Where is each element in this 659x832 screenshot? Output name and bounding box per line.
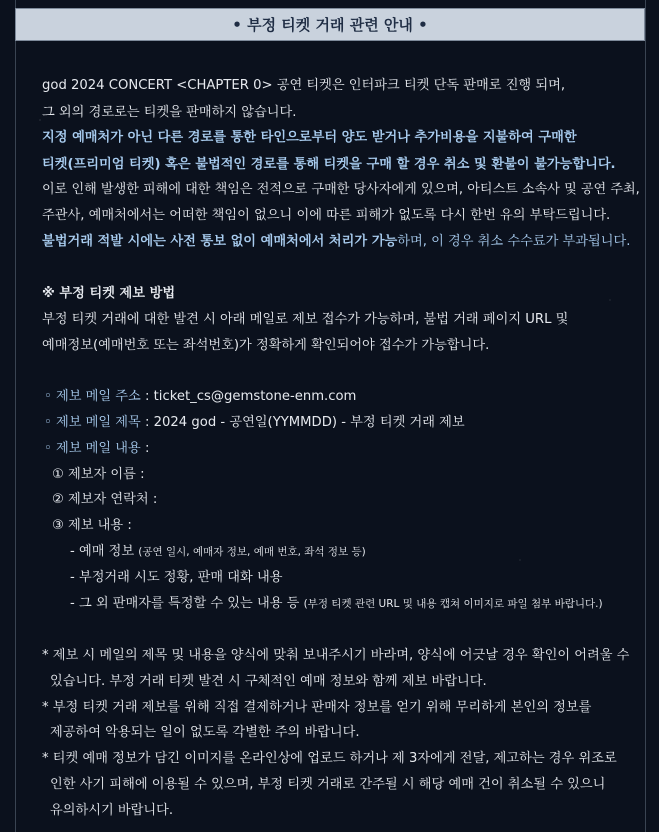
mail-content-colon: : xyxy=(140,441,150,456)
notice-title: • 부정 티켓 거래 관련 안내 • xyxy=(232,16,428,34)
detail-sub-1 xyxy=(70,543,366,561)
mail-address-value[interactable]: : ticket_cs@gemstone-enm.com xyxy=(140,389,357,404)
note-1-line-2: 있습니다. 부정 거래 티켓 발견 시 구체적인 예매 정보와 함께 제보 바랍니다. xyxy=(50,674,487,689)
mail-subject-label: ◦ 제보 메일 제목 xyxy=(44,415,141,430)
detail-sub-3 xyxy=(70,595,603,613)
note-3-line-3: 유의하시기 바랍니다. xyxy=(50,803,174,818)
detail-sub-3-text: - 그 외 판매자를 특정할 수 있는 내용 등 xyxy=(70,596,304,611)
note-2-line-1: * 부정 티켓 거래 제보를 위해 직접 결제하거나 판매자 정보를 얻기 위해 무리하게 본인의 정보를 xyxy=(42,700,592,715)
mail-content-label: ◦ 제보 메일 내용 xyxy=(44,441,141,456)
detail-sub-1-text: - 예매 정보 xyxy=(70,544,139,559)
report-mail-subject xyxy=(44,414,465,432)
detail-sub-1-note: (공연 일시, 예매자 정보, 예매 번호, 좌석 정보 등) xyxy=(138,546,366,558)
intro-line-7 xyxy=(42,233,630,251)
content-item-details: ③ 제보 내용 : xyxy=(52,518,132,533)
report-desc-2: 예매정보(예매번호 또는 좌석번호)가 정확하게 확인되어야 접수가 가능합니다. xyxy=(42,338,490,353)
report-desc-1: 부정 티켓 거래에 대한 발견 시 아래 메일로 제보 접수가 가능하며, 불법 거래 페이지 URL 및 xyxy=(42,312,569,327)
note-2-line-2: 제공하여 악용되는 일이 없도록 각별한 주의 바랍니다. xyxy=(50,725,360,740)
intro-line-2: 그 외의 경로로는 티켓을 판매하지 않습니다. xyxy=(42,105,297,120)
report-mail-content xyxy=(44,440,149,458)
intro-line-6: 주관사, 예매처에서는 어떠한 책임이 없으니 이에 따른 피해가 없도록 다시 한번 유의 부탁드립니다. xyxy=(42,208,611,223)
note-3-line-2: 인한 사기 피해에 이용될 수 있으며, 부정 티켓 거래로 간주될 시 해당 예매 건이 취소될 수 있으니 xyxy=(50,777,606,792)
intro-line-4: 티켓(프리미엄 티켓) 혹은 불법적인 경로를 통해 티켓을 구매 할 경우 취소 및 환불이 불가능합니다. xyxy=(42,157,616,172)
content-item-name: ① 제보자 이름 : xyxy=(52,467,145,482)
detail-sub-3-note: (부정 티켓 관련 URL 및 내용 캡쳐 이미지로 파일 첨부 바랍니다.) xyxy=(303,598,603,610)
intro-line-1: god 2024 CONCERT <CHAPTER 0> 공연 티켓은 인터파크 티켓 단독 판매로 진행 되며, xyxy=(42,78,566,93)
illegal-warning-emphasis: 불법거래 적발 시에는 사전 통보 없이 예매처에서 처리가 가능 xyxy=(42,234,398,249)
detail-sub-2: - 부정거래 시도 정황, 판매 대화 내용 xyxy=(70,570,283,585)
mail-address-label: ◦ 제보 메일 주소 xyxy=(44,389,141,404)
note-1-line-1: * 제보 시 메일의 제목 및 내용을 양식에 맞춰 보내주시기 바라며, 양식에 어긋날 경우 확인이 어려울 수 xyxy=(42,648,630,663)
note-3-line-1: * 티켓 예매 정보가 담긴 이미지를 온라인상에 업로드 하거나 제 3자에게 전달, 제고하는 경우 위조로 xyxy=(42,751,617,766)
content-item-contact: ② 제보자 연락처 : xyxy=(52,492,158,507)
illegal-warning-rest: 하며, 이 경우 취소 수수료가 부과됩니다. xyxy=(397,234,631,249)
intro-line-5: 이로 인해 발생한 피해에 대한 책임은 전적으로 구매한 당사자에게 있으며, 아티스트 소속사 및 공연 주최, xyxy=(42,182,640,197)
report-mail-address xyxy=(44,388,356,406)
report-heading: ※ 부정 티켓 제보 방법 xyxy=(42,286,176,301)
mail-subject-value: : 2024 god - 공연일(YYMMDD) - 부정 티켓 거래 제보 xyxy=(140,415,465,430)
intro-line-3: 지정 예매처가 아닌 다른 경로를 통한 타인으로부터 양도 받거나 추가비용을 지불하여 구매한 xyxy=(42,130,577,145)
notice-header xyxy=(15,8,645,41)
